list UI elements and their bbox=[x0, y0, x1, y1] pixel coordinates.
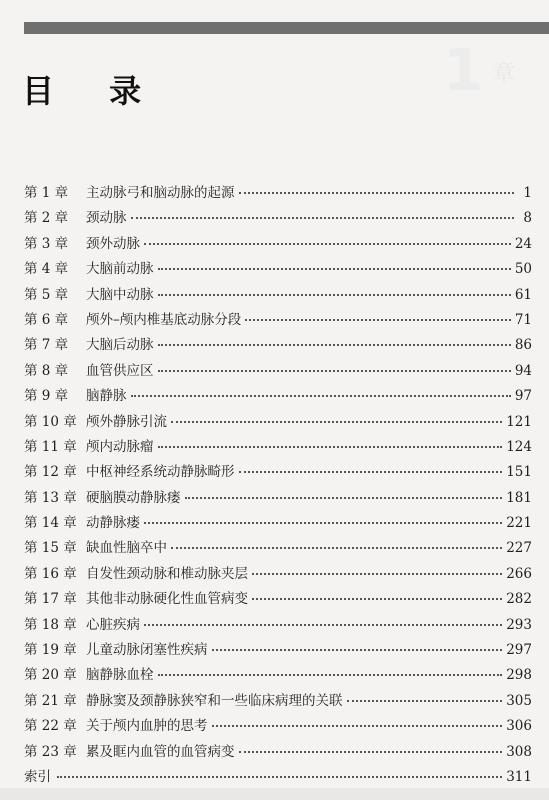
toc-entry[interactable] bbox=[24, 410, 532, 435]
watermark-number: 1 bbox=[443, 36, 484, 98]
chapter-title: 自发性颈动脉和椎动脉夹层 bbox=[86, 565, 248, 582]
toc-entry[interactable] bbox=[24, 663, 532, 688]
page-number: 1 bbox=[523, 185, 532, 201]
chapter-number: 第 9 章 bbox=[24, 388, 69, 405]
chapter-title: 颅外静脉引流 bbox=[86, 413, 167, 430]
page-number: 8 bbox=[523, 210, 532, 227]
page-number: 306 bbox=[506, 718, 532, 735]
page-title: 目 录 bbox=[22, 72, 164, 110]
chapter-number: 第 17 章 bbox=[24, 591, 77, 608]
toc-entry[interactable] bbox=[24, 460, 532, 485]
dot-leader bbox=[185, 497, 503, 499]
chapter-title: 颈动脉 bbox=[86, 210, 127, 227]
page-number: 94 bbox=[514, 362, 532, 379]
toc-entry[interactable] bbox=[24, 333, 532, 358]
chapter-number: 第 23 章 bbox=[24, 743, 77, 760]
chapter-title: 其他非动脉硬化性血管病变 bbox=[86, 591, 248, 608]
dot-leader bbox=[144, 522, 502, 524]
chapter-number: 第 21 章 bbox=[24, 692, 77, 709]
toc-entry[interactable] bbox=[24, 486, 532, 511]
toc-entry[interactable] bbox=[24, 435, 532, 460]
page-number: 221 bbox=[506, 515, 532, 532]
chapter-title: 大脑前动脉 bbox=[86, 261, 154, 278]
dot-leader bbox=[144, 624, 502, 626]
chapter-title: 硬脑膜动静脉瘘 bbox=[86, 489, 181, 506]
toc-entry[interactable] bbox=[24, 536, 532, 561]
chapter-number: 第 4 章 bbox=[24, 261, 69, 278]
page-number: 298 bbox=[506, 667, 532, 684]
toc-entry[interactable] bbox=[24, 714, 532, 739]
chapter-number: 第 22 章 bbox=[24, 718, 77, 735]
chapter-number: 第 20 章 bbox=[24, 667, 77, 684]
page-number: 297 bbox=[506, 642, 532, 659]
chapter-title: 静脉窦及颈静脉狭窄和一些临床病理的关联 bbox=[86, 692, 343, 709]
dot-leader bbox=[252, 573, 502, 575]
dot-leader bbox=[245, 319, 511, 321]
chapter-number: 第 16 章 bbox=[24, 565, 77, 582]
dot-leader bbox=[57, 776, 502, 778]
chapter-title: 累及眶内血管的血管病变 bbox=[86, 743, 235, 760]
toc-entry[interactable] bbox=[24, 283, 532, 308]
chapter-watermark bbox=[439, 36, 549, 98]
toc-entry[interactable] bbox=[24, 206, 532, 231]
chapter-title: 颈外动脉 bbox=[86, 235, 140, 252]
toc-entry[interactable] bbox=[24, 689, 532, 714]
page-number: 293 bbox=[506, 616, 532, 633]
page-number: 227 bbox=[506, 540, 532, 557]
page-number: 266 bbox=[506, 565, 532, 582]
header-rule bbox=[24, 22, 549, 34]
chapter-number: 第 5 章 bbox=[24, 286, 69, 303]
toc-entry[interactable] bbox=[24, 638, 532, 663]
dot-leader bbox=[144, 243, 511, 245]
page-number: 71 bbox=[514, 311, 532, 328]
page-number: 61 bbox=[514, 286, 532, 303]
dot-leader bbox=[239, 471, 503, 473]
toc-index-entry[interactable] bbox=[24, 765, 532, 790]
dot-leader bbox=[158, 344, 511, 346]
dot-leader bbox=[212, 649, 503, 651]
chapter-number: 第 10 章 bbox=[24, 413, 77, 430]
toc-entry[interactable] bbox=[24, 587, 532, 612]
chapter-title: 儿童动脉闭塞性疾病 bbox=[86, 642, 208, 659]
chapter-number: 第 3 章 bbox=[24, 235, 69, 252]
toc-entry[interactable] bbox=[24, 359, 532, 384]
dot-leader bbox=[131, 395, 511, 397]
index-label: 索引 bbox=[24, 768, 51, 785]
page-number: 305 bbox=[506, 692, 532, 709]
dot-leader bbox=[212, 725, 503, 727]
dot-leader bbox=[158, 674, 503, 676]
watermark-chapter-char: 章 bbox=[493, 61, 516, 86]
dot-leader bbox=[158, 446, 503, 448]
chapter-number: 第 2 章 bbox=[24, 210, 69, 227]
chapter-number: 第 1 章 bbox=[24, 185, 69, 201]
chapter-title: 大脑中动脉 bbox=[86, 286, 154, 303]
chapter-title: 关于颅内血肿的思考 bbox=[86, 718, 208, 735]
chapter-title: 动静脉瘘 bbox=[86, 515, 140, 532]
toc-entry[interactable] bbox=[24, 511, 532, 536]
page-number: 311 bbox=[506, 768, 532, 785]
dot-leader bbox=[171, 421, 502, 423]
dot-leader bbox=[171, 547, 502, 549]
table-of-contents bbox=[24, 181, 532, 790]
chapter-title: 心脏疾病 bbox=[86, 616, 140, 633]
chapter-number: 第 15 章 bbox=[24, 540, 77, 557]
page-number: 50 bbox=[514, 261, 532, 278]
chapter-number: 第 12 章 bbox=[24, 464, 77, 481]
page-number: 282 bbox=[506, 591, 532, 608]
page-number: 308 bbox=[506, 743, 532, 760]
dot-leader bbox=[158, 370, 511, 372]
toc-entry[interactable] bbox=[24, 562, 532, 587]
page-bottom-edge bbox=[0, 788, 549, 800]
page-number: 151 bbox=[506, 464, 532, 481]
dot-leader bbox=[347, 700, 503, 702]
dot-leader bbox=[239, 751, 503, 753]
page-number: 97 bbox=[514, 388, 532, 405]
chapter-title: 缺血性脑卒中 bbox=[86, 540, 167, 557]
toc-entry[interactable] bbox=[24, 308, 532, 333]
chapter-number: 第 13 章 bbox=[24, 489, 77, 506]
dot-leader bbox=[239, 192, 515, 194]
toc-entry[interactable] bbox=[24, 613, 532, 638]
chapter-number: 第 18 章 bbox=[24, 616, 77, 633]
toc-entry[interactable] bbox=[24, 384, 532, 409]
toc-entry[interactable] bbox=[24, 740, 532, 765]
toc-entry[interactable] bbox=[24, 257, 532, 282]
page-number: 124 bbox=[506, 438, 532, 455]
dot-leader bbox=[158, 268, 511, 270]
dot-leader bbox=[158, 294, 511, 296]
chapter-number: 第 8 章 bbox=[24, 362, 69, 379]
chapter-number: 第 6 章 bbox=[24, 311, 69, 328]
chapter-title: 中枢神经系统动静脉畸形 bbox=[86, 464, 235, 481]
page-number: 121 bbox=[506, 413, 532, 430]
chapter-title: 颅内动脉瘤 bbox=[86, 438, 154, 455]
chapter-number: 第 19 章 bbox=[24, 642, 77, 659]
toc-entry[interactable] bbox=[24, 232, 532, 257]
page-number: 86 bbox=[514, 337, 532, 354]
toc-entry[interactable] bbox=[24, 181, 532, 206]
dot-leader bbox=[131, 217, 515, 219]
chapter-title: 主动脉弓和脑动脉的起源 bbox=[86, 185, 235, 201]
chapter-title: 血管供应区 bbox=[86, 362, 154, 379]
chapter-number: 第 11 章 bbox=[24, 438, 77, 455]
chapter-title: 脑静脉 bbox=[86, 388, 127, 405]
chapter-title: 脑静脉血栓 bbox=[86, 667, 154, 684]
chapter-number: 第 7 章 bbox=[24, 337, 69, 354]
page-number: 181 bbox=[506, 489, 532, 506]
dot-leader bbox=[252, 598, 502, 600]
page-number: 24 bbox=[514, 235, 532, 252]
chapter-number: 第 14 章 bbox=[24, 515, 77, 532]
chapter-title: 颅外–颅内椎基底动脉分段 bbox=[86, 311, 242, 328]
chapter-title: 大脑后动脉 bbox=[86, 337, 154, 354]
